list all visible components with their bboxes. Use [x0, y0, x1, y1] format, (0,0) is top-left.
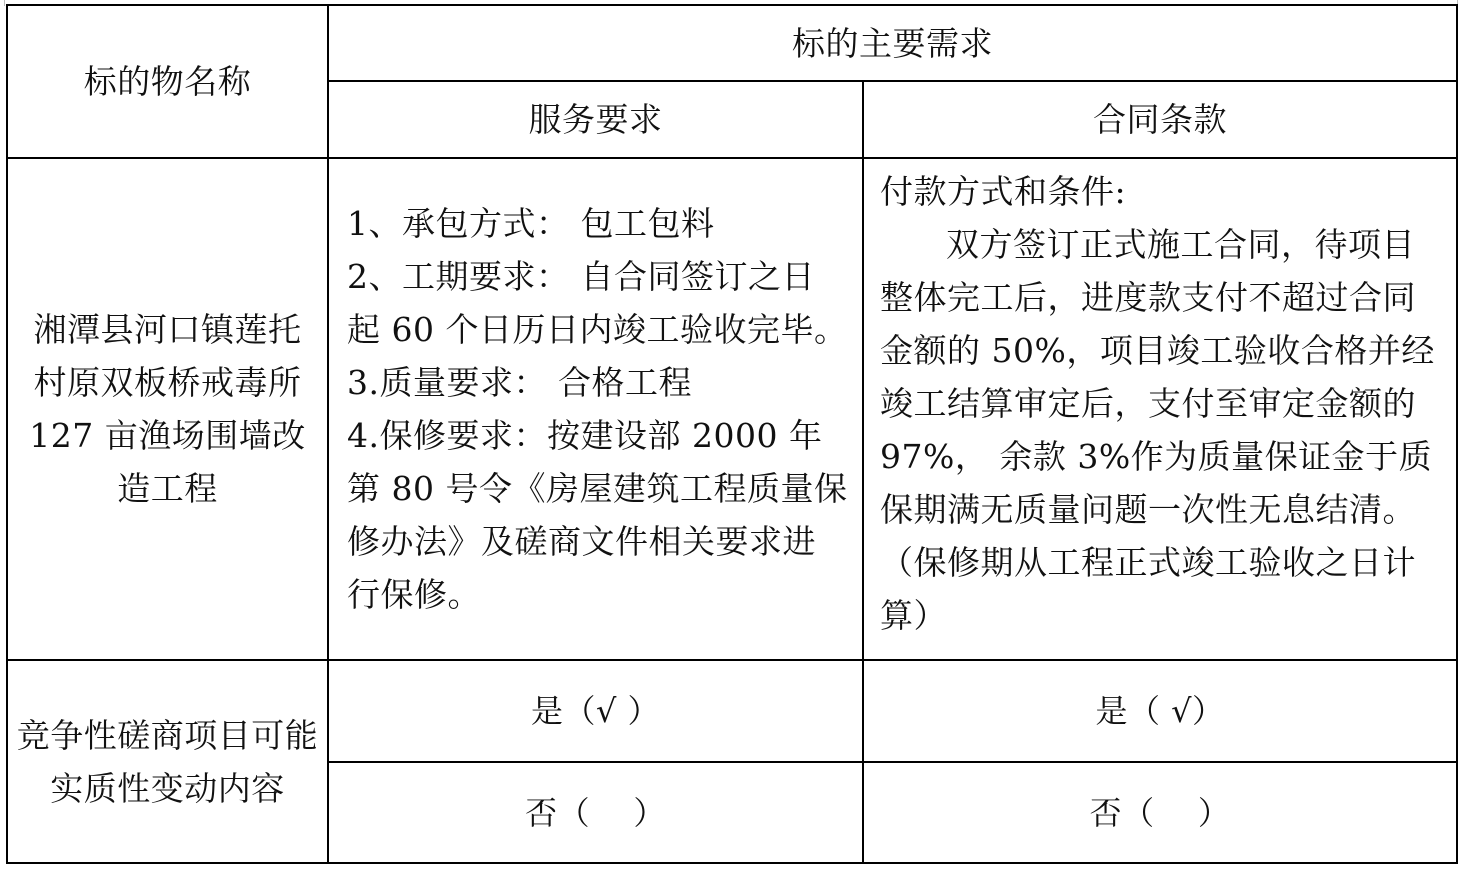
- main-requirements-header: [328, 5, 1457, 81]
- contract-terms-header: [863, 81, 1457, 158]
- service-no-cell: [328, 762, 863, 863]
- service-requirements-header-text: 服务要求: [528, 100, 663, 139]
- payment-terms-body-wrapper: [880, 218, 1442, 642]
- main-requirements-header-text: 标的主要需求: [792, 23, 993, 63]
- payment-terms-body: 双方签订正式施工合同，待项目整体完工后，进度款支付不超过合同金额的 50%，项目竣工验收合格并经竣工结算审定后，支付至审定金额的 97%， 余款 3%作为质量保证金于质保期满无质量问题一次性无息结清。（保修期从工程正式竣工验收之日计算）: [880, 225, 1435, 635]
- payment-terms-title: 付款方式和条件:: [880, 172, 1127, 211]
- page-corner-mark-left: [4, 0, 5, 6]
- service-yes-checkbox[interactable]: 是（√ ）: [530, 692, 661, 730]
- contract-terms-cell: [863, 158, 1457, 660]
- service-item-warranty: 4.保修要求：按建设部 2000 年第 80 号令《房屋建筑工程质量保修办法》及磋商文件相关要求进行保修。: [347, 416, 848, 614]
- contract-yes-checkbox[interactable]: 是（ √）: [1095, 692, 1225, 730]
- project-name: 湘潭县河口镇莲托村原双板桥戒毒所 127 亩渔场围墙改造工程: [29, 310, 306, 508]
- service-yes-cell: [328, 660, 863, 762]
- requirements-table: [6, 4, 1458, 864]
- substantive-change-label-cell: [7, 660, 328, 863]
- contract-no-checkbox[interactable]: 否（ ）: [1089, 793, 1231, 832]
- project-name-cell: [7, 158, 328, 660]
- service-item-construction-period: 2、工期要求： 自合同签订之日起 60 个日历日内竣工验收完毕。: [347, 257, 848, 349]
- service-requirements-cell: [328, 158, 863, 660]
- item-name-header: [7, 5, 328, 158]
- substantive-change-label: 竞争性磋商项目可能实质性变动内容: [16, 715, 319, 808]
- service-item-quality: 3.质量要求： 合格工程: [347, 363, 692, 402]
- item-name-header-text: 标的物名称: [83, 62, 252, 101]
- service-no-checkbox[interactable]: 否（ ）: [525, 793, 666, 832]
- contract-yes-cell: [863, 660, 1457, 762]
- contract-terms-header-text: 合同条款: [1093, 100, 1227, 139]
- contract-no-cell: [863, 762, 1457, 863]
- service-requirements-header: [328, 81, 863, 158]
- service-item-contracting-method: 1、承包方式： 包工包料: [347, 204, 715, 243]
